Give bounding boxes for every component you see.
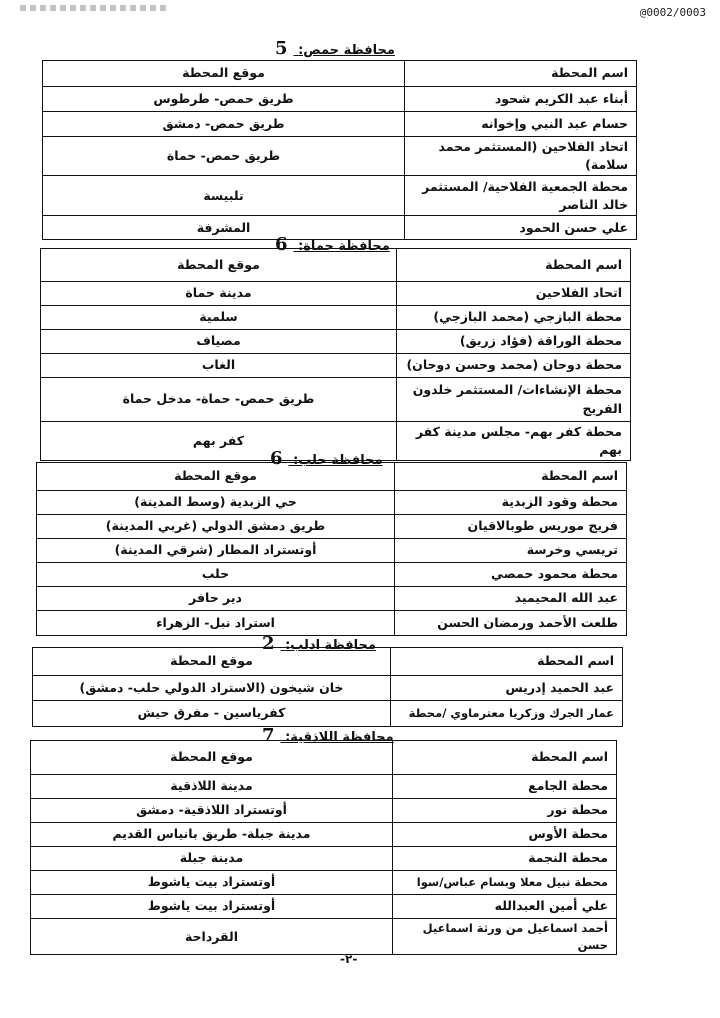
station-count: 6 <box>270 448 283 469</box>
station-name: محطة وقود الزبدية <box>395 491 627 515</box>
fax-page-counter: @0002/0003 <box>639 6 706 19</box>
station-location: حلب <box>37 563 395 587</box>
table-row <box>33 701 623 727</box>
station-location: طريق حمص- طرطوس <box>43 87 405 112</box>
station-name: اتحاد الفلاحين <box>397 282 631 306</box>
table-row <box>41 354 631 378</box>
header-station-location: موقع المحطة <box>37 463 395 491</box>
stations-table-latakia <box>30 740 617 955</box>
section-title: محافظة اللاذقية: <box>285 730 394 745</box>
table-row <box>31 895 617 919</box>
header-station-location: موقع المحطة <box>43 61 405 87</box>
station-name: محطة كفر بهم- مجلس مدينة كفر بهم <box>397 422 631 461</box>
station-name: أبناء عبد الكريم شحود <box>405 87 637 112</box>
station-location: مدينة جبلة <box>31 847 393 871</box>
station-location: دير حافر <box>37 587 395 611</box>
table-row <box>31 871 617 895</box>
station-name: فريج موريس طوبالاقيان <box>395 515 627 539</box>
station-location: تلبيسة <box>43 176 405 216</box>
table-row <box>43 87 637 112</box>
table-row <box>43 176 637 216</box>
station-location: مدينة جبلة- طريق بانياس القديم <box>31 823 393 847</box>
header-station-name: اسم المحطة <box>395 463 627 491</box>
station-location: مدينة اللاذقية <box>31 775 393 799</box>
section-heading-homs <box>275 38 395 59</box>
station-name: محطة الجامع <box>393 775 617 799</box>
stations-table-aleppo <box>36 462 627 636</box>
station-name: علي حسن الحمود <box>405 216 637 240</box>
station-location: أوتستراد بيت ياشوط <box>31 895 393 919</box>
table-row <box>31 823 617 847</box>
table-row <box>31 799 617 823</box>
header-station-location: موقع المحطة <box>41 249 397 282</box>
table-row <box>41 378 631 422</box>
station-name: عبد الله المحيميد <box>395 587 627 611</box>
header-station-name: اسم المحطة <box>405 61 637 87</box>
station-count: 2 <box>262 633 275 654</box>
station-name: عبد الحميد إدريس <box>391 676 623 701</box>
station-location: طريق حمص- حماة- مدخل حماة <box>41 378 397 422</box>
table-row <box>41 282 631 306</box>
table-row <box>41 330 631 354</box>
station-location: الغاب <box>41 354 397 378</box>
table-row <box>31 847 617 871</box>
station-location: أوتستراد اللاذقية- دمشق <box>31 799 393 823</box>
stations-table-homs <box>42 60 637 240</box>
station-location: أوتستراد بيت ياشوط <box>31 871 393 895</box>
table-row <box>41 306 631 330</box>
station-name: علي أمين العبدالله <box>393 895 617 919</box>
station-name: أحمد اسماعيل من ورثة اسماعيل حسن <box>393 919 617 955</box>
station-location: القرداحة <box>31 919 393 955</box>
station-name: محطة الإنشاءات/ المستثمر خلدون الفريج <box>397 378 631 422</box>
station-location: سلمية <box>41 306 397 330</box>
station-name: محطة نبيل معلا وبسام عباس/سوا <box>393 871 617 895</box>
table-row <box>37 539 627 563</box>
station-name: عمار الجرك وزكريا معترماوي /محطة <box>391 701 623 727</box>
header-station-name: اسم المحطة <box>391 648 623 676</box>
station-location: طريق حمص- دمشق <box>43 112 405 137</box>
header-station-name: اسم المحطة <box>397 249 631 282</box>
station-location: المشرفة <box>43 216 405 240</box>
station-name: محطة النجمة <box>393 847 617 871</box>
section-title: محافظة حمص: <box>298 43 395 58</box>
table-row <box>37 611 627 636</box>
station-location: مصياف <box>41 330 397 354</box>
station-name: حسام عبد النبي وإخوانه <box>405 112 637 137</box>
table-row <box>43 137 637 176</box>
table-row <box>43 112 637 137</box>
station-location: مدينة حماة <box>41 282 397 306</box>
header-station-name: اسم المحطة <box>393 741 617 775</box>
station-location: خان شيخون (الاستراد الدولي حلب- دمشق) <box>33 676 391 701</box>
station-location: أوتستراد المطار (شرقي المدينة) <box>37 539 395 563</box>
stations-table-hama <box>40 248 631 461</box>
station-location: طريق دمشق الدولي (غربي المدينة) <box>37 515 395 539</box>
station-count: 7 <box>262 725 275 746</box>
station-location: استراد نبل- الزهراء <box>37 611 395 636</box>
station-count: 5 <box>275 38 288 59</box>
page-number: -٢- <box>340 952 358 966</box>
station-name: محطة الجمعية الفلاحية/ المستثمر خالد الناصر <box>405 176 637 216</box>
station-count: 6 <box>275 234 288 255</box>
section-title: محافظة ادلب: <box>285 638 376 653</box>
station-name: اتحاد الفلاحين (المستثمر محمد سلامة) <box>405 137 637 176</box>
station-location: طريق حمص- حماة <box>43 137 405 176</box>
table-row <box>37 563 627 587</box>
fax-transmission-strip <box>20 5 170 11</box>
table-row <box>37 587 627 611</box>
station-location: كفر بهم <box>41 422 397 461</box>
table-row <box>37 515 627 539</box>
station-name: طلعت الأحمد ورمضان الحسن <box>395 611 627 636</box>
table-row <box>31 919 617 955</box>
table-row <box>31 775 617 799</box>
table-row <box>33 676 623 701</box>
station-name: محطة البازجي (محمد البازجي) <box>397 306 631 330</box>
section-title: محافظة حلب: <box>293 453 383 468</box>
station-name: محطة نور <box>393 799 617 823</box>
section-title: محافظة حماة: <box>298 239 390 254</box>
station-name: محطة الأوس <box>393 823 617 847</box>
station-name: محطة دوحان (محمد وحسن دوحان) <box>397 354 631 378</box>
station-name: تريسي وخرسة <box>395 539 627 563</box>
table-row <box>37 491 627 515</box>
header-station-location: موقع المحطة <box>31 741 393 775</box>
station-name: محطة الوراقة (فؤاد زريق) <box>397 330 631 354</box>
stations-table-idlib <box>32 647 623 727</box>
station-location: كفرياسين - مفرق حيش <box>33 701 391 727</box>
station-name: محطة محمود حمصي <box>395 563 627 587</box>
station-location: حي الزبدية (وسط المدينة) <box>37 491 395 515</box>
header-station-location: موقع المحطة <box>33 648 391 676</box>
